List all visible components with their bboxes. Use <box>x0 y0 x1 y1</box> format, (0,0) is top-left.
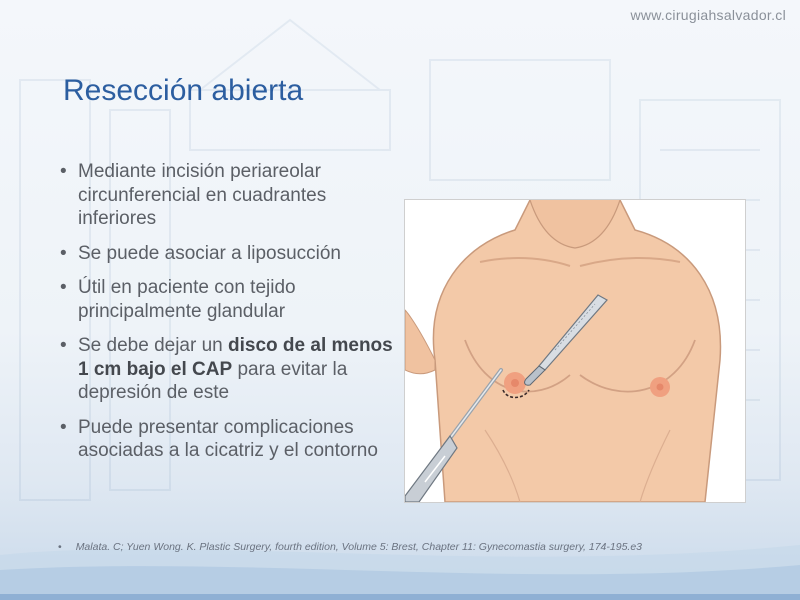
reference-bullet: • <box>58 541 62 553</box>
bullet-item: • Mediante incisión periareolar circunferencial en cuadrantes inferiores <box>58 160 398 231</box>
bullet-item <box>58 334 398 405</box>
surgical-illustration <box>404 199 746 503</box>
slide-title: Resección abierta <box>63 74 304 107</box>
bullet-list <box>58 160 398 474</box>
reference-text: Malata. C; Yuen Wong. K. Plastic Surgery, fourth edition, Volume 5: Brest, Chapter 11: Gynecomastia surgery, 174-195.e3 <box>75 541 643 553</box>
chest-incision-illustration <box>405 200 745 502</box>
bullet-text-bold: disco de al menos 1 cm bajo el CAP <box>78 335 393 380</box>
bullet-text-pre: Se debe dejar un <box>78 335 229 356</box>
bullet-item: • Puede presentar complicaciones asociadas a la cicatriz y el contorno <box>58 416 398 463</box>
reference-citation <box>58 541 788 553</box>
bullet-text-post: para evitar la depresión de este <box>78 358 348 403</box>
website-watermark: www.cirugiahsalvador.cl <box>630 7 786 23</box>
bullet-item: • Se puede asociar a liposucción <box>58 242 398 266</box>
bullet-item: • Útil en paciente con tejido principalmente glandular <box>58 276 398 323</box>
